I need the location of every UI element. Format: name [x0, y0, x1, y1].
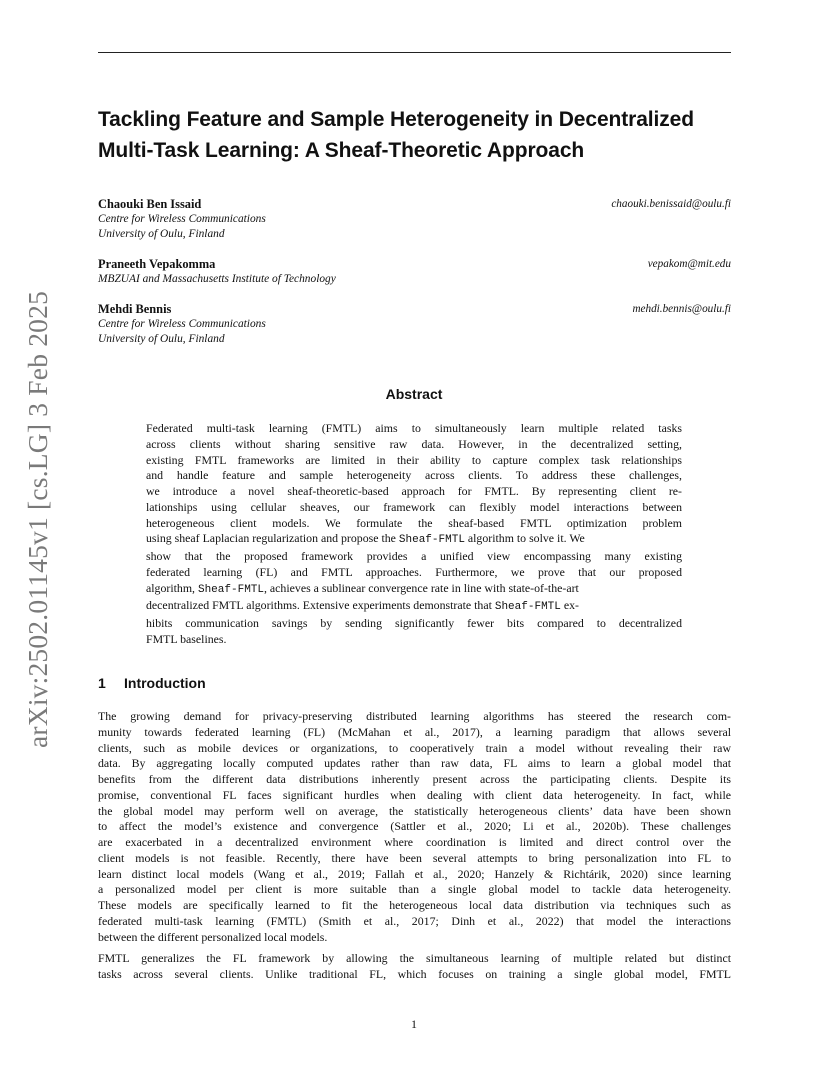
abstract-line: federated learning (FL) and FMTL approaches. Furthermore, we prove that our proposed: [146, 564, 682, 579]
abstract-line: show that the proposed framework provides a unified view encompassing many existing: [146, 549, 682, 563]
abstract-line: lationships using cellular sheaves, our framework can flexibly model interactions between: [146, 499, 682, 514]
paragraph-line: These models are specifically learned to fit the heterogeneous local data distribution via techniques such as: [98, 898, 731, 912]
abstract-line: [146, 531, 682, 549]
abstract-line: and handle feature and sample heterogeneity across clients. To address these challenges,: [146, 468, 682, 483]
paragraph-line: a personalized model per client is more suitable than a single global model to tackle data heterogeneity.: [98, 882, 731, 897]
abstract-line-segment: using sheaf Laplacian regularization and propose the: [146, 531, 399, 546]
author-name: Praneeth Vepakomma: [98, 257, 216, 271]
paragraph-line: the global model may perform well on average, the statistically heterogeneous clients’ data have been shown: [98, 803, 731, 818]
section-number: 1: [98, 675, 106, 691]
paragraph-line: tasks across several clients. Unlike traditional FL, which focuses on training a single global model, FMTL: [98, 967, 731, 981]
paragraph-line: are exacerbated in a decentralized environment where coordination is limited and direct control over the: [98, 835, 731, 849]
paragraph-line: learn distinct local models (Wang et al., 2019; Fallah et al., 2020; Hanzely & Richtárik, 2020) since learning: [98, 866, 731, 881]
author-affiliation: Centre for Wireless Communications: [98, 318, 266, 330]
author-email[interactable]: chaouki.benissaid@oulu.fi: [611, 198, 731, 210]
abstract-text: [146, 421, 682, 648]
author-block: [98, 302, 731, 348]
title-line: Multi-Task Learning: A Sheaf-Theoretic Approach: [98, 139, 585, 162]
abstract-line-segment: algorithm,: [146, 580, 198, 595]
author-affiliation: Centre for Wireless Communications: [98, 213, 266, 225]
abstract-line-segment: , achieves a sublinear convergence rate in line with state-of-the-art: [264, 580, 579, 595]
abstract-line: [146, 598, 682, 616]
paragraph-line: clients, such as mobile devices or organizations, to cooperatively train a model without revealing their raw: [98, 740, 731, 755]
abstract-heading: Abstract: [385, 386, 443, 402]
abstract-line: FMTL baselines.: [146, 631, 227, 646]
top-rule: [98, 52, 731, 53]
author-block: [98, 257, 731, 287]
paragraph-line: benefits from the different data distributions inherently present across the participating clients. Despite its: [98, 772, 731, 786]
author-name: Chaouki Ben Issaid: [98, 197, 202, 211]
paragraph-line: federated multi-task learning (FMTL) (Smith et al., 2017; Dinh et al., 2022) that model the interactions: [98, 913, 731, 928]
section-title: Introduction: [124, 675, 206, 691]
abstract-line: hibits communication savings by sending significantly fewer bits compared to decentralized: [146, 616, 682, 630]
paragraph-line: FMTL generalizes the FL framework by allowing the simultaneous learning of multiple related but distinct: [98, 951, 731, 966]
author-affiliation: MBZUAI and Massachusetts Institute of Technology: [98, 273, 336, 285]
algorithm-name: Sheaf-FMTL: [197, 583, 264, 596]
abstract-line: across clients without sharing sensitive raw data. However, in the decentralized setting,: [146, 436, 682, 451]
abstract-line: heterogeneous client models. We formulate the sheaf-based FMTL optimization problem: [146, 515, 682, 530]
author-block: [98, 197, 731, 243]
abstract-line-segment: decentralized FMTL algorithms. Extensive experiments demonstrate that: [146, 598, 495, 613]
section-heading: [98, 674, 206, 692]
author-affiliation: University of Oulu, Finland: [98, 228, 225, 241]
abstract-line: we introduce a novel sheaf-theoretic-based approach for FMTL. By representing client re-: [146, 484, 682, 498]
paragraph: [98, 709, 731, 945]
abstract-line-segment: ex-: [560, 598, 579, 613]
abstract-line: [146, 581, 682, 599]
paragraph-line: client models is not feasible. Recently, there have been several attempts to bring personalization into FL to: [98, 850, 731, 865]
paragraph-line: to affect the model’s existence and convergence (Sattler et al., 2020; Li et al., 2020b). These challenges: [98, 819, 731, 834]
author-name: Mehdi Bennis: [98, 302, 172, 316]
paper-title: [98, 104, 748, 166]
arxiv-identifier-stamp: arXiv:2502.01145v1 [cs.LG] 3 Feb 2025: [22, 290, 53, 748]
abstract-line-segment: algorithm to solve it. We: [464, 531, 585, 546]
abstract-line: Federated multi-task learning (FMTL) aims to simultaneously learn multiple related tasks: [146, 421, 682, 435]
paragraph-line: The growing demand for privacy-preserving distributed learning algorithms has steered the research com-: [98, 709, 731, 723]
paragraph-line: data. By aggregating locally computed updates rather than raw data, FL aims to learn a global model that: [98, 756, 731, 771]
author-affiliation: University of Oulu, Finland: [98, 333, 225, 346]
title-line: Tackling Feature and Sample Heterogeneity in Decentralized: [98, 108, 694, 131]
paragraph-line: between the different personalized local models.: [98, 929, 328, 944]
algorithm-name: Sheaf-FMTL: [494, 601, 561, 614]
algorithm-name: Sheaf-FMTL: [398, 534, 465, 547]
abstract-line: existing FMTL frameworks are limited in their ability to capture complex task relationships: [146, 452, 682, 467]
page-number: 1: [411, 1017, 417, 1031]
author-email[interactable]: vepakom@mit.edu: [647, 258, 731, 270]
introduction-text: [98, 709, 731, 983]
paragraph: [98, 951, 731, 983]
author-email[interactable]: mehdi.bennis@oulu.fi: [632, 303, 731, 315]
paragraph-line: promise, conventional FL faces significant hurdles when dealing with client data heterogeneity. In fact, while: [98, 787, 731, 802]
paragraph-line: munity towards federated learning (FL) (McMahan et al., 2017), a learning paradigm that allows several: [98, 724, 731, 739]
